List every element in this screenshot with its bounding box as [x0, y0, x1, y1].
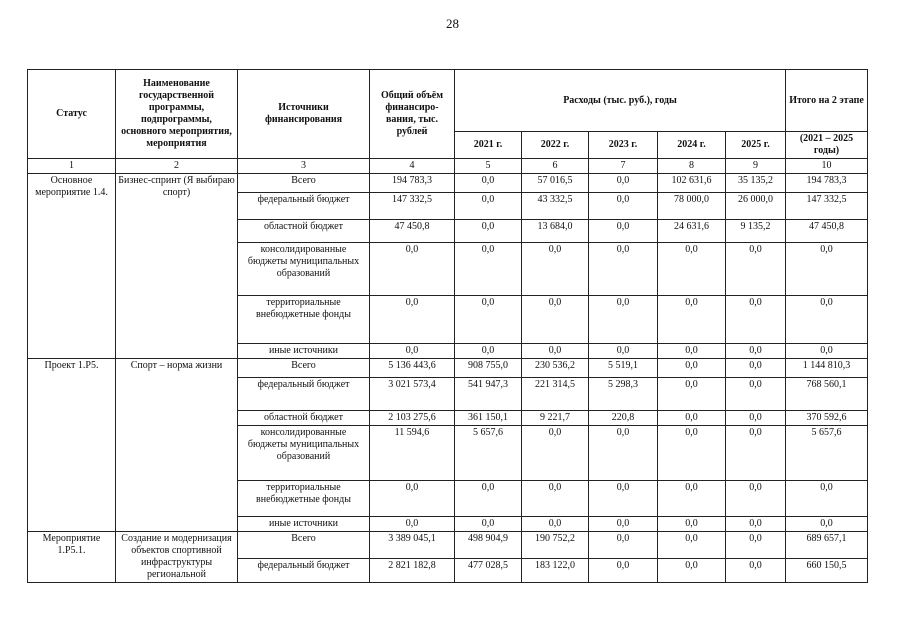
source-cell: консолидированные бюджеты муниципальных образований — [238, 426, 370, 481]
value-cell: 5 298,3 — [589, 378, 658, 411]
source-cell: областной бюджет — [238, 220, 370, 243]
source-cell: территориальные внебюджетные фонды — [238, 296, 370, 344]
value-cell: 0,0 — [726, 296, 786, 344]
value-cell: 78 000,0 — [658, 193, 726, 220]
value-cell: 220,8 — [589, 411, 658, 426]
value-cell: 0,0 — [726, 481, 786, 517]
value-cell: 498 904,9 — [455, 532, 522, 559]
value-cell: 0,0 — [658, 426, 726, 481]
value-cell: 0,0 — [726, 344, 786, 359]
source-cell: Всего — [238, 359, 370, 378]
column-index: 3 — [238, 159, 370, 174]
source-cell: Всего — [238, 532, 370, 559]
value-cell: 477 028,5 — [455, 559, 522, 583]
header-expenses: Расходы (тыс. руб.), годы — [455, 70, 786, 132]
value-cell: 0,0 — [589, 193, 658, 220]
value-cell: 0,0 — [658, 344, 726, 359]
value-cell: 5 519,1 — [589, 359, 658, 378]
value-cell: 5 657,6 — [786, 426, 868, 481]
column-index: 6 — [522, 159, 589, 174]
value-cell: 0,0 — [455, 193, 522, 220]
source-cell: федеральный бюджет — [238, 559, 370, 583]
column-index: 5 — [455, 159, 522, 174]
column-index: 7 — [589, 159, 658, 174]
header-itog-period: (2021 – 2025 годы) — [786, 132, 868, 159]
table-row — [28, 359, 868, 378]
value-cell: 0,0 — [455, 174, 522, 193]
value-cell: 5 657,6 — [455, 426, 522, 481]
value-cell: 0,0 — [455, 481, 522, 517]
value-cell: 0,0 — [786, 296, 868, 344]
value-cell: 0,0 — [455, 296, 522, 344]
value-cell: 26 000,0 — [726, 193, 786, 220]
value-cell: 0,0 — [658, 378, 726, 411]
header-status: Статус — [28, 70, 116, 159]
value-cell: 24 631,6 — [658, 220, 726, 243]
value-cell: 660 150,5 — [786, 559, 868, 583]
header-total: Общий объём финансиро-вания, тыс. рублей — [370, 70, 455, 159]
value-cell: 2 821 182,8 — [370, 559, 455, 583]
value-cell: 0,0 — [522, 296, 589, 344]
header-year: 2025 г. — [726, 132, 786, 159]
program-name-cell: Бизнес-спринт (Я выбираю спорт) — [116, 174, 238, 359]
value-cell: 13 684,0 — [522, 220, 589, 243]
value-cell: 0,0 — [589, 296, 658, 344]
value-cell: 0,0 — [658, 517, 726, 532]
value-cell: 194 783,3 — [370, 174, 455, 193]
value-cell: 0,0 — [589, 344, 658, 359]
header-year: 2024 г. — [658, 132, 726, 159]
value-cell: 0,0 — [658, 411, 726, 426]
status-cell: Основное мероприятие 1.4. — [28, 174, 116, 359]
value-cell: 0,0 — [370, 481, 455, 517]
status-cell: Мероприятие 1.Р5.1. — [28, 532, 116, 583]
source-cell: Всего — [238, 174, 370, 193]
value-cell: 0,0 — [589, 174, 658, 193]
column-index: 4 — [370, 159, 455, 174]
value-cell: 0,0 — [658, 481, 726, 517]
value-cell: 0,0 — [786, 481, 868, 517]
value-cell: 0,0 — [370, 243, 455, 296]
value-cell: 230 536,2 — [522, 359, 589, 378]
program-name-cell: Создание и модернизация объектов спортивной инфраструктуры региональной — [116, 532, 238, 583]
source-cell: федеральный бюджет — [238, 378, 370, 411]
value-cell: 0,0 — [786, 243, 868, 296]
value-cell: 0,0 — [658, 296, 726, 344]
header-name: Наименование государственной программы, подпрограммы, основного мероприятия, мероприятия — [116, 70, 238, 159]
value-cell: 0,0 — [370, 517, 455, 532]
value-cell: 194 783,3 — [786, 174, 868, 193]
value-cell: 0,0 — [370, 344, 455, 359]
header-source: Источники финансирования — [238, 70, 370, 159]
source-cell: территориальные внебюджетные фонды — [238, 481, 370, 517]
status-cell: Проект 1.Р5. — [28, 359, 116, 532]
value-cell: 0,0 — [658, 532, 726, 559]
value-cell: 190 752,2 — [522, 532, 589, 559]
source-cell: иные источники — [238, 344, 370, 359]
value-cell: 0,0 — [726, 426, 786, 481]
value-cell: 0,0 — [726, 378, 786, 411]
value-cell: 147 332,5 — [370, 193, 455, 220]
source-cell: федеральный бюджет — [238, 193, 370, 220]
column-index: 8 — [658, 159, 726, 174]
value-cell: 47 450,8 — [786, 220, 868, 243]
page-number: 28 — [446, 16, 459, 31]
value-cell: 0,0 — [455, 344, 522, 359]
header-year: 2023 г. — [589, 132, 658, 159]
value-cell: 0,0 — [522, 481, 589, 517]
value-cell: 0,0 — [726, 359, 786, 378]
header-year: 2022 г. — [522, 132, 589, 159]
value-cell: 0,0 — [455, 243, 522, 296]
value-cell: 0,0 — [589, 220, 658, 243]
table-body — [28, 174, 868, 583]
value-cell: 361 150,1 — [455, 411, 522, 426]
value-cell: 0,0 — [786, 344, 868, 359]
value-cell: 5 136 443,6 — [370, 359, 455, 378]
value-cell: 541 947,3 — [455, 378, 522, 411]
value-cell: 0,0 — [589, 426, 658, 481]
source-cell: областной бюджет — [238, 411, 370, 426]
source-cell: иные источники — [238, 517, 370, 532]
value-cell: 1 144 810,3 — [786, 359, 868, 378]
value-cell: 0,0 — [589, 243, 658, 296]
column-index: 1 — [28, 159, 116, 174]
source-cell: консолидированные бюджеты муниципальных образований — [238, 243, 370, 296]
value-cell: 3 389 045,1 — [370, 532, 455, 559]
value-cell: 0,0 — [522, 426, 589, 481]
value-cell: 9 221,7 — [522, 411, 589, 426]
header-itog: Итого на 2 этапе — [786, 70, 868, 132]
value-cell: 2 103 275,6 — [370, 411, 455, 426]
value-cell: 908 755,0 — [455, 359, 522, 378]
value-cell: 0,0 — [726, 243, 786, 296]
value-cell: 689 657,1 — [786, 532, 868, 559]
value-cell: 147 332,5 — [786, 193, 868, 220]
value-cell: 0,0 — [522, 344, 589, 359]
value-cell: 0,0 — [726, 517, 786, 532]
column-index: 9 — [726, 159, 786, 174]
value-cell: 43 332,5 — [522, 193, 589, 220]
value-cell: 768 560,1 — [786, 378, 868, 411]
value-cell: 0,0 — [370, 296, 455, 344]
value-cell: 0,0 — [589, 481, 658, 517]
value-cell: 0,0 — [658, 243, 726, 296]
value-cell: 3 021 573,4 — [370, 378, 455, 411]
value-cell: 0,0 — [658, 559, 726, 583]
value-cell: 370 592,6 — [786, 411, 868, 426]
value-cell: 0,0 — [726, 411, 786, 426]
value-cell: 0,0 — [726, 532, 786, 559]
value-cell: 183 122,0 — [522, 559, 589, 583]
value-cell: 221 314,5 — [522, 378, 589, 411]
column-index: 2 — [116, 159, 238, 174]
value-cell: 0,0 — [658, 359, 726, 378]
value-cell: 57 016,5 — [522, 174, 589, 193]
value-cell: 0,0 — [455, 517, 522, 532]
value-cell: 47 450,8 — [370, 220, 455, 243]
value-cell: 0,0 — [589, 559, 658, 583]
value-cell: 0,0 — [522, 517, 589, 532]
header-year: 2021 г. — [455, 132, 522, 159]
value-cell: 0,0 — [522, 243, 589, 296]
table-row — [28, 532, 868, 559]
value-cell: 0,0 — [589, 517, 658, 532]
value-cell: 0,0 — [589, 532, 658, 559]
value-cell: 11 594,6 — [370, 426, 455, 481]
value-cell: 0,0 — [726, 559, 786, 583]
value-cell: 0,0 — [786, 517, 868, 532]
value-cell: 9 135,2 — [726, 220, 786, 243]
value-cell: 35 135,2 — [726, 174, 786, 193]
budget-table — [27, 69, 868, 583]
value-cell: 0,0 — [455, 220, 522, 243]
value-cell: 102 631,6 — [658, 174, 726, 193]
table-row — [28, 174, 868, 193]
program-name-cell: Спорт – норма жизни — [116, 359, 238, 532]
column-index: 10 — [786, 159, 868, 174]
